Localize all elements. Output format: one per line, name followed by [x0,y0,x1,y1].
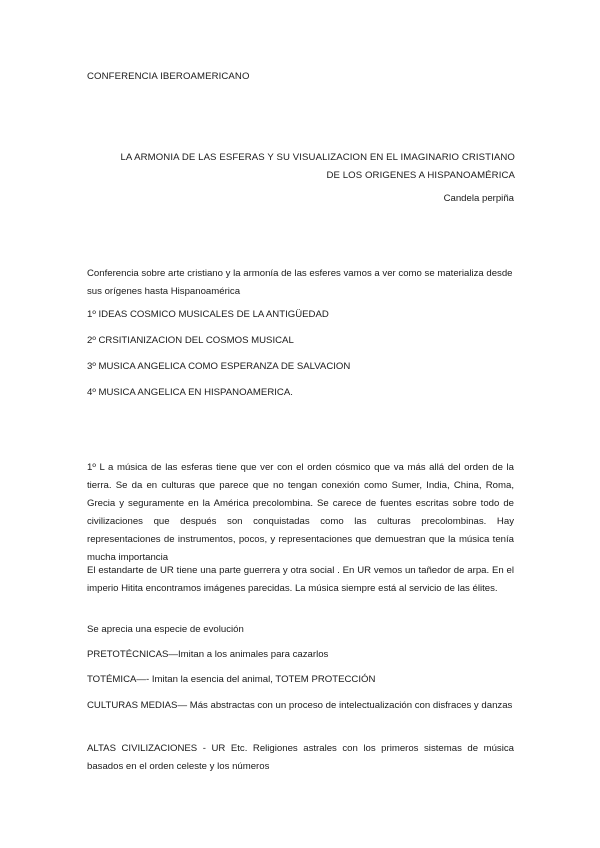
toc-item: 1º IDEAS COSMICO MUSICALES DE LA ANTIGÜEDAD [87,309,329,320]
body-paragraph: CULTURAS MEDIAS— Más abstractas con un proceso de intelectualización con disfraces y danzas [87,700,513,711]
body-paragraph: 1º L a música de las esferas tiene que ver con el orden cósmico que va más allá del orden de la tierra. Se da en culturas que parece que no tengan conexión como Sumer, India, China, Roma, Grecia y seguramente en la América precolombina. Se carece de fuentes escritas sobre todo de civilizaciones que después son conquistadas como las culturas precolombinas. Hay representaciones de instrumentos, pocos, y representaciones que demuestran que la música tenía mucha importancia [87,462,514,563]
body-paragraph: El estandarte de UR tiene una parte guerrera y otra social . En UR vemos un tañedor de arpa. En el imperio Hitita encontramos imágenes parecidas. La música siempre está al servicio de las élites. [87,565,514,594]
document-title: LA ARMONIA DE LAS ESFERAS Y SU VISUALIZACION EN EL IMAGINARIO CRISTIANO DE LOS ORIGENES A HISPANOAMÉRICA [120,152,515,181]
author-name: Candela perpiña [443,193,514,204]
body-paragraph: PRETOTÉCNICAS—Imitan a los animales para cazarlos [87,649,329,660]
toc-item: 3º MUSICA ANGELICA COMO ESPERANZA DE SALVACION [87,361,351,372]
toc-item: 4º MUSICA ANGELICA EN HISPANOAMERICA. [87,387,293,398]
body-paragraph: Se aprecia una especie de evolución [87,624,244,635]
document-header: CONFERENCIA IBEROAMERICANO [87,71,250,82]
intro-paragraph: Conferencia sobre arte cristiano y la armonía de las esferes vamos a ver como se materializa desde sus orígenes hasta Hispanoamérica [87,268,513,297]
toc-item: 2º CRSITIANIZACION DEL COSMOS MUSICAL [87,335,294,346]
body-paragraph: TOTÉMICA—- Imitan la esencia del animal, TOTEM PROTECCIÓN [87,674,376,685]
body-paragraph: ALTAS CIVILIZACIONES - UR Etc. Religiones astrales con los primeros sistemas de música basados en el orden celeste y los números [87,743,514,772]
